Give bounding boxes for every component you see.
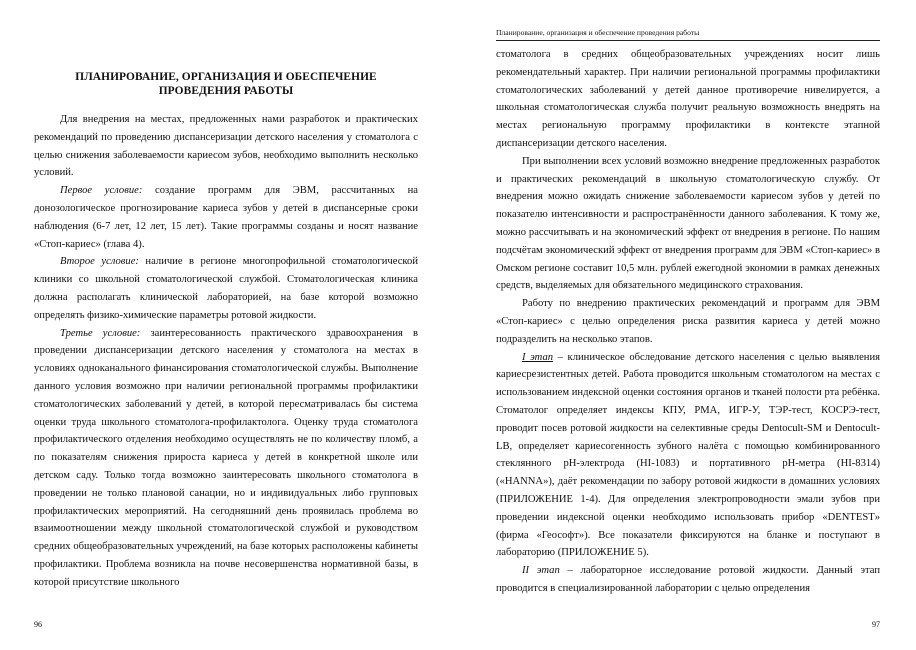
first-condition-label: Первое условие: [60, 185, 143, 197]
page-number-right: 97 [872, 620, 880, 629]
paragraph-stage-2 [496, 562, 880, 598]
third-condition-text: заинтересованность практического здравоохранения в проведении диспансеризации детского населения у стоматолога на местах в условиях одноканального финансирования стоматологической службы. Выполнение данного условия возможно при наличии региональной программы профилактики стоматологических заболеваний у детей, в которой пересматривалась бы система оценки труда школьного стоматолога-профилактолога. Оценку труда стоматолога профилактического отделения необходимо осуществлять не по количеству пломб, а по показателям снижения прироста кариеса у детей в конкретной школе или детском саду. Только тогда возможно заинтересовать школьного стоматолога в проведении не только плановой санации, но и индивидуальных либо групповых профилактических мероприятий. На сегодняшний день проявилась проблема во взаимоотношении между школьной стоматологической службой и руководством средних общеобразовательных учреждений, на базе которых расположены кабинеты профилактики. Проблема возникла на почве несовершенства нормативной базы, в которой присутствие школьного [34, 327, 418, 588]
paragraph-second-condition [34, 253, 418, 324]
running-head: Планирование, организация и обеспечение проведения работы [496, 28, 880, 41]
paragraph-first-condition [34, 182, 418, 253]
page-number-left: 96 [34, 620, 42, 629]
paragraph-intro: Для внедрения на местах, предложенных нами разработок и практических рекомендаций по проведению диспансеризации детского населения у стоматолога с целью снижения заболеваемости кариесом зубов, необходимо выполнить несколько условий. [34, 114, 418, 179]
stage-2-text: – лабораторное исследование ротовой жидкости. Данный этап проводится в специализированной лаборатории с целью определения [496, 565, 880, 594]
stage-1-label: I этап [522, 351, 554, 363]
third-condition-label: Третье условие: [60, 327, 141, 339]
paragraph-continuation: стоматолога в средних общеобразовательных учреждениях носит лишь рекомендательный характер. При наличии региональной программы профилактики стоматологических заболеваний у детей данное противоречие нивелируется, а школьная стоматологическая служба получит реальную возможность внедрять на местах региональную программу профилактики в контексте этапной диспансеризации детского населения. [496, 49, 880, 149]
stage-1-text: – клиническое обследование детского населения с целью выявления кариесрезистентных детей. Работа проводится школьным стоматологом на местах с использованием индексной оценки состояния органов и тканей полости рта ребёнка. Стоматолог определяет индексы КПУ, РМА, ИГР-У, ТЭР-тест, КОСРЭ-тест, проводит посев ротовой жидкости на селективные среды Dentocult-SM и Dentocult-LB, определяет кариесогенность зубного налёта с помощью комбинированного стеклянного pH-электрода (HI-1083) и портативного pH-метра (HI-8314) («HANNA»), даёт рекомендации по забору ротовой жидкости в домашних условиях (ПРИЛОЖЕНИЕ 1-4). Для определения электропроводности эмали зубов при проведении индексной оценки необходимо использовать прибор «DENTEST» (фирма «Геософт»). Все показатели фиксируются на бланке и поступают в лабораторию (ПРИЛОЖЕНИЕ 5). [496, 351, 880, 559]
second-condition-text: наличие в регионе многопрофильной стоматологической клиники со школьной стоматологической службой. Стоматологическая клиника должна располагать клинической лабораторией, на базе которой возможно определять физико-химические параметры ротовой жидкости. [34, 256, 418, 321]
right-page [496, 0, 880, 650]
second-condition-label: Второе условие: [60, 256, 139, 268]
left-text-column [34, 111, 418, 592]
left-page [34, 0, 418, 650]
chapter-title [34, 70, 418, 98]
paragraph-stages-intro: Работу по внедрению практических рекомендаций и программ для ЭВМ «Стоп-кариес» с целью определения риска развития кариеса у детей можно подразделить на несколько этапов. [496, 298, 880, 345]
first-condition-text: создание программ для ЭВМ, рассчитанных на донозологическое прогнозирование кариеса зубов у детей в диспансерные сроки наблюдения (6-7 лет, 12 лет, 15 лет). Такие программы созданы и носят название «Стоп-кариес» (глава 4). [34, 185, 418, 250]
stage-2-label: II этап [522, 565, 560, 577]
chapter-title-line-2: ПРОВЕДЕНИЯ РАБОТЫ [158, 85, 294, 97]
chapter-title-line-1: ПЛАНИРОВАНИЕ, ОРГАНИЗАЦИЯ И ОБЕСПЕЧЕНИЕ [75, 71, 377, 83]
paragraph-implementation: При выполнении всех условий возможно внедрение предложенных разработок и практических рекомендаций в школьную стоматологическую службу. От внедрения можно ожидать снижение заболеваемости кариесом зубов у детей по показателю интенсивности и распространённости данного заболевания. К тому же, можно рассчитывать и на экономический эффект от внедрения в регионе. По нашим подсчётам экономический эффект от внедрения программ для ЭВМ «Стоп-кариес» в Омском регионе составит 10,5 млн. рублей ежегодной экономии в рамках денежных средств, выделяемых для обязательного медицинского страхования. [496, 155, 880, 292]
paragraph-third-condition [34, 325, 418, 592]
right-text-column [496, 46, 880, 598]
paragraph-stage-1 [496, 349, 880, 563]
